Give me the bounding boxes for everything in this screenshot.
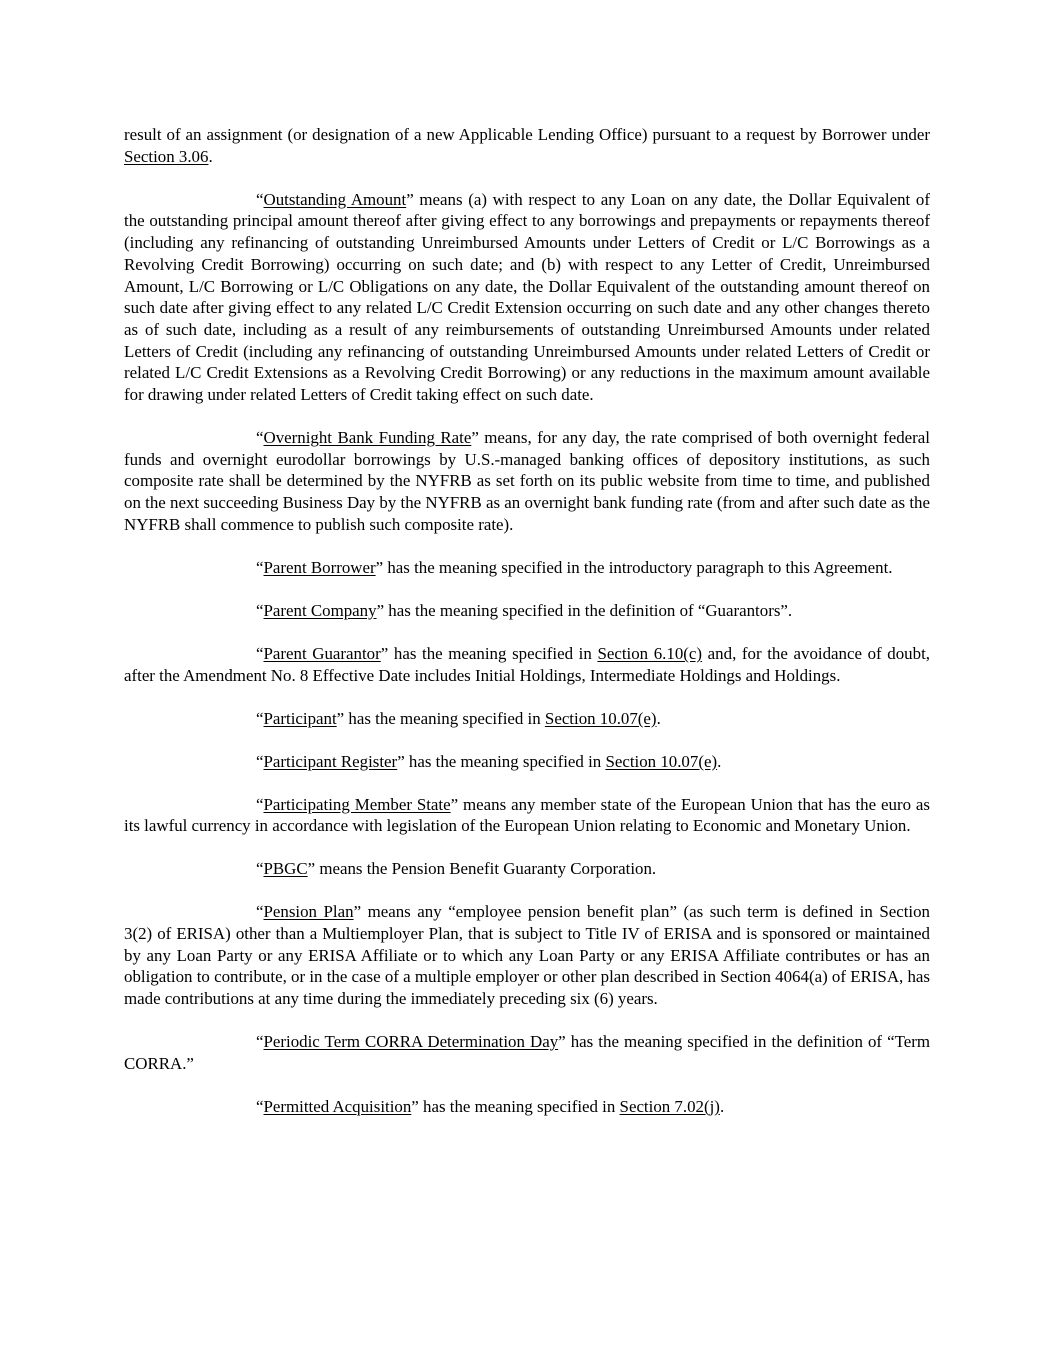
definition-paragraph-pension-plan bbox=[124, 901, 930, 1010]
underlined-term: Section 7.02(j) bbox=[619, 1096, 720, 1116]
underlined-term: Section 10.07(e) bbox=[605, 751, 718, 771]
paragraph-text: ” means any member state of the European Union that has the euro as its lawful currency in accordance with legislation of the European Union relating to Economic and Monetary Union. bbox=[124, 794, 930, 836]
paragraph-text: ” has the meaning specified in bbox=[411, 1096, 620, 1116]
paragraph-text: “ bbox=[256, 751, 264, 771]
paragraph-text: “ bbox=[256, 600, 264, 620]
underlined-term: Parent Guarantor bbox=[263, 643, 381, 663]
paragraph-text: “ bbox=[256, 902, 264, 922]
underlined-term: Section 10.07(e) bbox=[544, 708, 657, 728]
definition-paragraph-parent-guarantor bbox=[124, 643, 930, 686]
paragraph-text: . bbox=[656, 708, 661, 728]
underlined-term: Participant Register bbox=[263, 751, 398, 771]
paragraph-text: “ bbox=[256, 189, 264, 209]
definition-paragraph-permitted-acquisition bbox=[124, 1096, 930, 1118]
paragraph-text: “ bbox=[256, 557, 264, 577]
paragraph-text: “ bbox=[256, 643, 264, 663]
paragraph-text: “ bbox=[256, 428, 264, 448]
paragraph-text: ” means any “employee pension benefit plan” (as such term is defined in Section 3(2) of ERISA) other than a Multiemployer Plan, that is subject to Title IV of ERISA and is sponsored or maintained by any Loan Party or any ERISA Affiliate or to which any Loan Party or any ERISA Affiliate contributes or has an obligation to contribute, or in the case of a multiple employer or other plan described in Section 4064(a) of ERISA, has made contributions at any time during the immediately preceding six (6) years. bbox=[124, 902, 930, 1009]
paragraph-text: result of an assignment (or designation of a new Applicable Lending Office) pursuant to a request by Borrower under bbox=[124, 125, 930, 144]
paragraph-text: ” means the Pension Benefit Guaranty Corporation. bbox=[307, 859, 657, 879]
underlined-term: Participating Member State bbox=[263, 794, 451, 814]
definition-paragraph-overnight-bank-funding-rate bbox=[124, 427, 930, 536]
underlined-term: Section 3.06 bbox=[124, 146, 209, 166]
paragraph-text: . bbox=[208, 146, 213, 166]
paragraph-text: . bbox=[717, 751, 722, 771]
definition-paragraph-outstanding-amount bbox=[124, 189, 930, 406]
definition-paragraph-participant-register bbox=[124, 751, 930, 773]
definition-paragraph-cont bbox=[124, 124, 930, 167]
underlined-term: Parent Company bbox=[263, 600, 377, 620]
underlined-term: Permitted Acquisition bbox=[263, 1096, 412, 1116]
paragraph-text: “ bbox=[256, 794, 264, 814]
definition-paragraph-participant bbox=[124, 708, 930, 730]
underlined-term: Section 6.10(c) bbox=[597, 643, 703, 663]
paragraph-text: . bbox=[719, 1096, 725, 1116]
definition-paragraph-periodic-term-corra-determination-day bbox=[124, 1031, 930, 1074]
paragraph-text: ” has the meaning specified in bbox=[397, 751, 606, 771]
underlined-term: PBGC bbox=[263, 859, 308, 879]
definition-paragraph-parent-borrower bbox=[124, 557, 930, 579]
paragraph-text: “ bbox=[256, 1032, 264, 1052]
paragraph-text: ” means, for any day, the rate comprised of both overnight federal funds and overnight eurodollar borrowings by U.S.-managed banking offices of depository institutions, as such composite rate shall be determined by the NYFRB as set forth on its public website from time to time, and published on the next succeeding Business Day by the NYFRB as an overnight bank funding rate (from and after such date as the NYFRB shall commence to publish such composite rate). bbox=[124, 428, 930, 534]
underlined-term: Periodic Term CORRA Determination Day bbox=[263, 1032, 559, 1052]
paragraph-text: ” has the meaning specified in the definition of “Guarantors”. bbox=[376, 600, 793, 620]
underlined-term: Overnight Bank Funding Rate bbox=[263, 428, 472, 448]
paragraph-text: “ bbox=[256, 859, 264, 879]
definition-paragraph-parent-company bbox=[124, 600, 930, 622]
document-body bbox=[124, 124, 930, 1117]
definition-paragraph-pbgc bbox=[124, 858, 930, 880]
paragraph-text: ” has the meaning specified in bbox=[336, 708, 545, 728]
paragraph-text: “ bbox=[256, 708, 264, 728]
paragraph-text: and, for the avoidance of doubt, after the Amendment No. 8 Effective Date includes Initial Holdings, Intermediate Holdings and Holdings. bbox=[124, 643, 930, 685]
underlined-term: Parent Borrower bbox=[263, 557, 376, 577]
paragraph-text: “ bbox=[256, 1096, 264, 1116]
underlined-term: Participant bbox=[263, 708, 337, 728]
underlined-term: Pension Plan bbox=[263, 902, 354, 922]
paragraph-text: ” means (a) with respect to any Loan on any date, the Dollar Equivalent of the outstanding principal amount thereof after giving effect to any borrowings and prepayments or repayments thereof (including any refinancing of outstanding Unreimbursed Amounts under Letters of Credit or L/C Borrowings as a Revolving Credit Borrowing) occurring on such date; and (b) with respect to any Letter of Credit, Unreimbursed Amount, L/C Borrowing or L/C Obligations on any date, the Dollar Equivalent of the outstanding amount thereof on such date after giving effect to any related L/C Credit Extension occurring on such date and any other changes thereto as of such date, including as a result of any reimbursements of outstanding Unreimbursed Amounts under related Letters of Credit (including any refinancing of outstanding Unreimbursed Amounts under related Letters of Credit or related L/C Credit Extensions as a Revolving Credit Borrowing) or any reductions in the maximum amount available for drawing under related Letters of Credit taking effect on such date. bbox=[124, 189, 930, 405]
paragraph-text: ” has the meaning specified in the introductory paragraph to this Agreement. bbox=[375, 557, 893, 577]
underlined-term: Outstanding Amount bbox=[263, 189, 407, 209]
paragraph-text: ” has the meaning specified in the definition of “Term CORRA.” bbox=[124, 1032, 930, 1073]
paragraph-text: ” has the meaning specified in bbox=[380, 643, 598, 663]
definition-paragraph-participating-member-state bbox=[124, 794, 930, 837]
